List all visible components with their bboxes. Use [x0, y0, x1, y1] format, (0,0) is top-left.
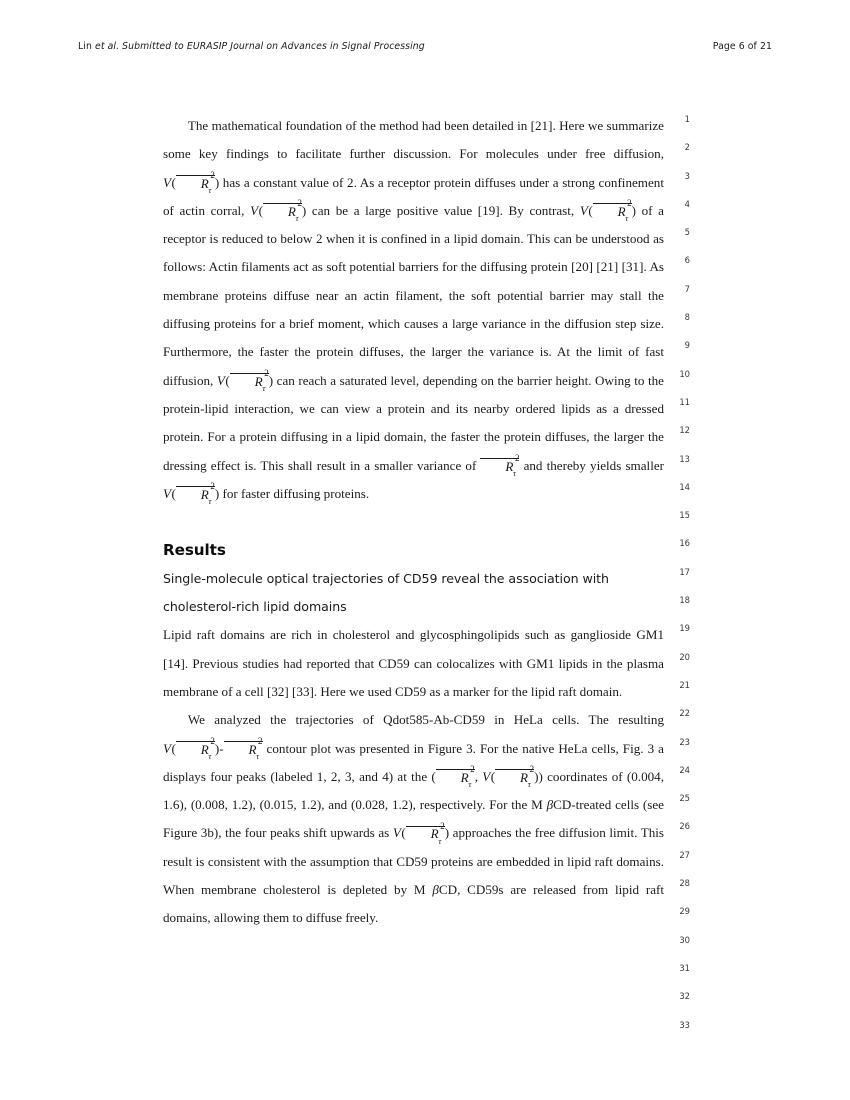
header-journal: et al. Submitted to EURASIP Journal on Advances in Signal Processing — [95, 41, 425, 52]
line-number: 8 — [684, 312, 690, 323]
line-number: 28 — [679, 878, 690, 889]
header-citation — [78, 41, 425, 52]
math-v-rtau-8: V( $R_\tau^2$) — [392, 820, 450, 846]
p1-seg7: for faster diffusing proteins. — [219, 485, 370, 501]
line-number: 3 — [684, 170, 690, 181]
header-author: Lin — [78, 41, 92, 52]
line-number: 16 — [679, 538, 690, 549]
line-number: 4 — [684, 198, 690, 209]
p3-seg8: CD, CD59s are released from lipid raft domains, allowing them to diffuse freely. — [163, 882, 665, 926]
p3-seg7: approaches the free diffusion limit. This result is consistent with the assumption that CD59 proteins are embedded in lipid raft domains. When membrane cholesterol is depleted by M — [163, 825, 664, 898]
line-number: 23 — [679, 736, 690, 747]
math-v-rtau-7: V( $R_\tau^2$) — [482, 764, 539, 789]
line-number: 25 — [679, 793, 690, 804]
math-rtau-bare: $R_\tau^2$ — [480, 458, 519, 473]
line-number: 24 — [679, 764, 690, 775]
p3-seg2: - — [219, 740, 224, 756]
paragraph-lipid-raft: Lipid raft domains are rich in cholesterol and glycosphingolipids such as ganglioside GM1 [14]. Previous studies had reported that CD59 can colocalizes with GM1 lipids in the plasma membrane of a cell [32] [33]. Here we used CD59 as a marker for the lipid raft domain. — [163, 627, 664, 699]
line-number: 21 — [679, 679, 690, 690]
line-number: 20 — [679, 651, 690, 662]
paragraph-math-foundation — [163, 112, 664, 508]
page-indicator: Page 6 of 21 — [712, 41, 772, 52]
line-number: 7 — [684, 283, 690, 294]
line-number: 10 — [679, 368, 690, 379]
math-rtau-bare-2: $R_\tau^2$ — [224, 741, 263, 756]
p3-seg6: CD-treated cells (see Figure 3b), the four peaks shift upwards as — [163, 797, 664, 841]
math-beta-1: β — [546, 797, 554, 813]
text-column — [163, 112, 664, 933]
line-number: 18 — [679, 595, 690, 606]
math-v-rtau-4: V( $R_\tau^2$) — [216, 368, 274, 393]
section-spacer — [163, 508, 664, 536]
line-number: 19 — [679, 623, 690, 634]
line-number: 11 — [679, 396, 690, 407]
line-number: 30 — [679, 934, 690, 945]
p3-seg4: , — [474, 768, 483, 784]
math-v-rtau-3: V( $R_\tau^2$) — [579, 198, 636, 223]
p3-seg5: ) coordinates of (0.004, 1.6), (0.008, 1.2), (0.015, 1.2), and (0.028, 1.2), respectively. For the M — [163, 768, 664, 813]
subsection-heading-line2: cholesterol-rich lipid domains — [163, 599, 347, 615]
line-number: 9 — [684, 340, 690, 351]
line-number: 6 — [684, 255, 690, 266]
subsection-heading-line1: Single-molecule optical trajectories of CD59 reveal the association with — [163, 570, 609, 586]
paragraph-trajectory-analysis — [163, 706, 664, 932]
p1-seg4: of a receptor is reduced to below 2 when it is confined in a lipid domain. This can be understood as follows: Actin filaments act as soft potential barriers for the diffusing protein [20] [21] [31]. As membrane proteins diffuse near an actin filament, the soft potential barrier may stall the diffusing proteins for a brief moment, which causes a large variance in the diffusion step size. Furthermore, the faster the protein diffuses, the larger the variance is. At the limit of fast diffusion, — [163, 202, 664, 388]
p1-seg6: and thereby yields smaller — [519, 457, 664, 473]
math-v-rtau-1: V( $R_\tau^2$) — [163, 169, 220, 195]
p1-seg5: can reach a saturated level, depending on the barrier height. Owing to the protein-lipid interaction, we can view a protein and its nearby ordered lipids as a dressed protein. For a protein diffusing in a lipid domain, the faster the protein diffuses, the larger the dressing effect is. This shall result in a smaller variance of — [163, 372, 664, 473]
line-number: 13 — [679, 453, 690, 464]
p3-seg3: contour plot was presented in Figure 3. For the native HeLa cells, Fig. 3 a displays four peaks (labeled 1, 2, 3, and 4) at the ( — [163, 740, 664, 784]
section-heading-results: Results — [163, 541, 226, 560]
line-number: 31 — [679, 962, 690, 973]
p3-seg1: We analyzed the trajectories of Qdot585-Ab-CD59 in HeLa cells. The resulting — [187, 712, 664, 728]
math-rtau-bare-3: $R_\tau^2$ — [436, 769, 475, 784]
math-v-rtau-6: V( $R_\tau^2$) — [163, 735, 220, 761]
line-number: 17 — [679, 566, 690, 577]
p1-seg3: can be a large positive value [19]. By contrast, — [306, 202, 580, 218]
math-beta-2: β — [432, 882, 439, 898]
line-number: 29 — [679, 906, 690, 917]
line-number: 32 — [679, 991, 690, 1002]
line-number: 14 — [679, 481, 690, 492]
math-v-rtau-5: V( $R_\tau^2$) — [163, 481, 220, 506]
line-number: 26 — [679, 821, 690, 832]
line-number: 33 — [679, 1019, 690, 1030]
p1-seg1: The mathematical foundation of the method had been detailed in [21]. Here we summarize some key findings to facilitate further discussion. For molecules under free diffusion, — [163, 118, 664, 162]
line-number: 27 — [679, 849, 690, 860]
line-number: 5 — [684, 227, 690, 238]
running-header — [78, 41, 772, 57]
math-v-rtau-2: V( $R_\tau^2$) — [250, 198, 307, 223]
line-number: 1 — [684, 114, 690, 124]
line-number: 15 — [679, 510, 690, 521]
line-number: 12 — [679, 425, 690, 436]
p1-seg2: has a constant value of 2. As a receptor protein diffuses under a strong confinement of actin corral, — [163, 174, 664, 218]
line-number-gutter — [668, 112, 690, 1046]
line-number: 2 — [684, 142, 690, 153]
line-number: 22 — [679, 708, 690, 719]
